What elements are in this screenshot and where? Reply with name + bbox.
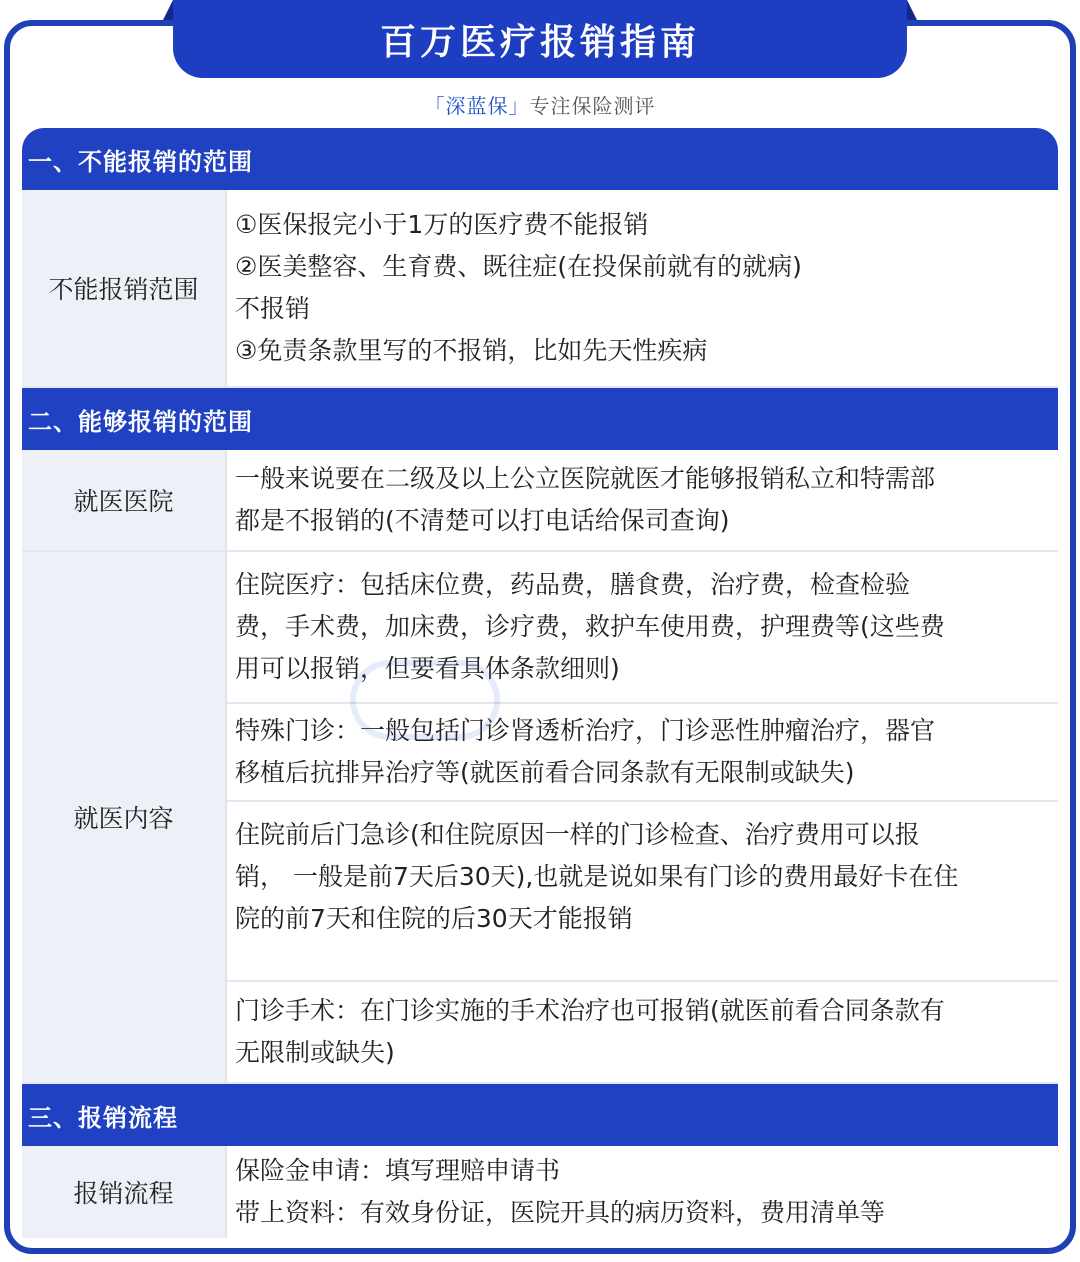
table-row xyxy=(22,190,1058,388)
content-line: 都是不报销的(不清楚可以打电话给保司查询) xyxy=(235,506,730,535)
content-line: 用可以报销，但要看具体条款细则) xyxy=(235,654,620,683)
content-cell xyxy=(227,704,1058,802)
section-heading: 一、不能报销的范围 xyxy=(22,128,1058,190)
content-line: 门诊手术：在门诊实施的手术治疗也可报销(就医前看合同条款有 xyxy=(235,996,945,1025)
content-line: 无限制或缺失) xyxy=(235,1038,395,1067)
subtitle-brand: 「深蓝保」 xyxy=(424,94,530,118)
content-cell xyxy=(227,982,1058,1082)
content-cell xyxy=(227,802,1058,982)
page-title: 百万医疗报销指南 xyxy=(379,21,700,63)
section-heading: 三、报销流程 xyxy=(22,1084,1058,1146)
content-line: 院的前7天和住院的后30天才能报销 xyxy=(235,904,633,933)
content-line: 费，手术费，加床费，诊疗费，救护车使用费，护理费等(这些费 xyxy=(235,612,945,641)
table-row xyxy=(22,552,1058,1084)
row-content xyxy=(227,450,1058,550)
row-label: 报销流程 xyxy=(22,1146,227,1238)
title-banner xyxy=(173,0,907,78)
content-line: 住院医疗：包括床位费，药品费，膳食费，治疗费，检查检验 xyxy=(235,570,911,599)
content-line: ①医保报完小于1万的医疗费不能报销 xyxy=(235,210,649,239)
row-content xyxy=(227,552,1058,1082)
content-line: 带上资料：有效身份证，医院开具的病历资料，费用清单等 xyxy=(235,1198,886,1227)
content-line: 销， 一般是前7天后30天),也就是说如果有门诊的费用最好卡在住 xyxy=(235,862,959,891)
content-line: 移植后抗排异治疗等(就医前看合同条款有无限制或缺失) xyxy=(235,758,855,787)
section-heading: 二、能够报销的范围 xyxy=(22,388,1058,450)
table-row xyxy=(22,450,1058,552)
content-line: ③免责条款里写的不报销，比如先天性疾病 xyxy=(235,336,708,365)
row-label: 不能报销范围 xyxy=(22,190,227,386)
content-line: 住院前后门急诊(和住院原因一样的门诊检查、治疗费用可以报 xyxy=(235,820,920,849)
content-line: 一般来说要在二级及以上公立医院就医才能够报销私立和特需部 xyxy=(235,464,936,493)
content-cell xyxy=(227,552,1058,704)
content-line: ②医美整容、生育费、既往症(在投保前就有的就病) xyxy=(235,252,802,281)
content-cell xyxy=(227,450,1058,550)
content-line: 不报销 xyxy=(235,294,311,323)
guide-table xyxy=(22,128,1058,1238)
row-content xyxy=(227,1146,1058,1238)
row-label: 就医医院 xyxy=(22,450,227,550)
subtitle xyxy=(0,90,1080,119)
content-cell xyxy=(227,1146,1058,1238)
table-row xyxy=(22,1146,1058,1238)
content-line: 特殊门诊：一般包括门诊肾透析治疗，门诊恶性肿瘤治疗，器官 xyxy=(235,716,936,745)
content-cell xyxy=(227,190,1058,386)
row-content xyxy=(227,190,1058,386)
content-line: 保险金申请：填写理赔申请书 xyxy=(235,1156,561,1185)
subtitle-text: 专注保险测评 xyxy=(529,94,656,118)
row-label: 就医内容 xyxy=(22,552,227,1082)
